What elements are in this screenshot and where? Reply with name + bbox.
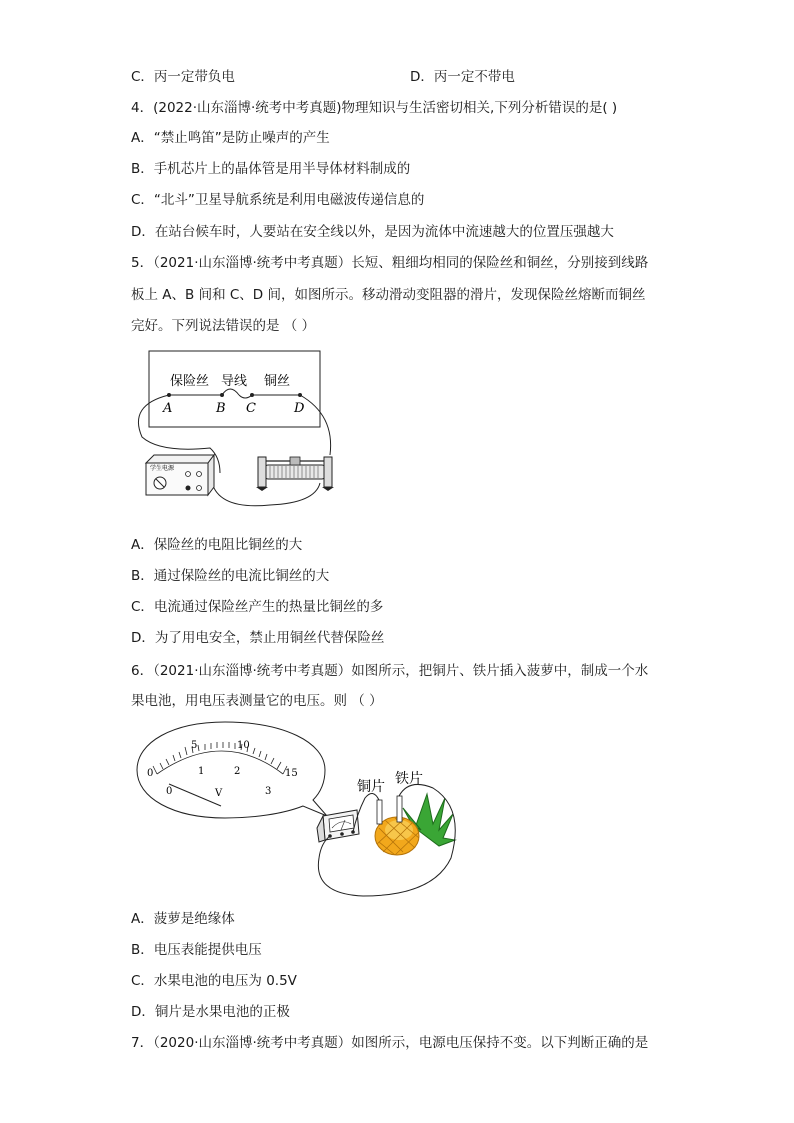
q4-option-a: A．“禁止鸣笛”是防止噪声的产生 — [131, 130, 330, 146]
scale-top-5: 5 — [191, 740, 198, 751]
power-supply-label: 学生电源 — [150, 465, 175, 472]
point-b-dot — [220, 393, 224, 397]
q5-circuit-figure — [130, 345, 350, 520]
q5-stem-line1: 5．（2021·山东淄博·统考中考真题）长短、粗细均相同的保险丝和铜丝，分别接到线路 — [131, 255, 649, 271]
scale-bottom-1: 1 — [198, 766, 205, 777]
q5-option-c: C．电流通过保险丝产生的热量比铜丝的多 — [131, 599, 384, 615]
q4-option-b: B．手机芯片上的晶体管是用半导体材料制成的 — [131, 161, 411, 177]
point-c: C — [246, 401, 256, 416]
point-b: B — [216, 401, 226, 416]
connecting-wire — [222, 389, 239, 395]
point-c-dot — [250, 393, 254, 397]
iron-plate — [397, 796, 402, 822]
label-copper-plate: 铜片 — [357, 779, 385, 795]
q3-option-d: D．丙一定不带电 — [410, 69, 515, 85]
student-power-supply — [146, 455, 214, 495]
q6-fruit-battery-figure — [133, 718, 463, 898]
point-a: A — [163, 401, 173, 416]
q3-option-c: C．丙一定带负电 — [131, 69, 235, 85]
wire-d-to-rheostat — [300, 395, 331, 455]
q5-option-b: B．通过保险丝的电流比铜丝的大 — [131, 568, 330, 584]
dial-unit: V — [215, 788, 223, 799]
q5-option-a: A．保险丝的电阻比铜丝的大 — [131, 537, 303, 553]
q6-stem-line1: 6．（2021·山东淄博·统考中考真题）如图所示，把铜片、铁片插入菠萝中，制成一个水 — [131, 663, 649, 679]
q6-option-d: D．铜片是水果电池的正极 — [131, 1004, 290, 1020]
q5-option-d: D．为了用电安全，禁止用铜丝代替保险丝 — [131, 630, 385, 646]
pineapple — [375, 794, 455, 855]
scale-bottom-3: 3 — [265, 786, 272, 797]
copper-plate — [377, 800, 382, 824]
label-wire: 导线 — [221, 374, 248, 389]
scale-bottom-0: 0 — [166, 786, 173, 797]
scale-top-0: 0 — [147, 768, 154, 779]
point-d: D — [294, 401, 305, 416]
rheostat-slider — [290, 457, 300, 465]
label-iron-plate: 铁片 — [395, 771, 423, 787]
voltmeter — [317, 810, 359, 842]
q5-stem-line3: 完好。下列说法错误的是 （ ） — [131, 318, 316, 334]
q6-option-b: B．电压表能提供电压 — [131, 942, 262, 958]
q6-option-a: A．菠萝是绝缘体 — [131, 911, 235, 927]
q5-stem-line2: 板上 A、B 间和 C、D 间，如图所示。移动滑动变阻器的滑片，发现保险丝熔断而铜丝 — [131, 287, 646, 303]
dial-bubble — [137, 722, 327, 818]
sliding-rheostat — [256, 457, 334, 491]
scale-top-15: 15 — [285, 768, 298, 779]
q4-option-d: D．在站台候车时，人要站在安全线以外，是因为流体中流速越大的位置压强越大 — [131, 224, 614, 240]
connecting-wire-cd — [239, 395, 252, 398]
q6-option-c: C．水果电池的电压为 0.5V — [131, 973, 297, 989]
q4-stem: 4．(2022·山东淄博·统考中考真题)物理知识与生活密切相关,下列分析错误的是( ) — [131, 100, 618, 116]
power-terminal-neg — [186, 486, 191, 491]
q4-option-c: C．“北斗”卫星导航系统是利用电磁波传递信息的 — [131, 192, 425, 208]
scale-bottom-2: 2 — [234, 766, 241, 777]
label-copper: 铜丝 — [264, 374, 291, 389]
q6-stem-line2: 果电池，用电压表测量它的电压。则 （ ） — [131, 693, 383, 709]
scale-top-10: 10 — [237, 740, 250, 751]
q7-stem-line1: 7．（2020·山东淄博·统考中考真题）如图所示，电源电压保持不变。以下判断正确的是 — [131, 1035, 649, 1051]
label-fuse: 保险丝 — [170, 374, 210, 389]
